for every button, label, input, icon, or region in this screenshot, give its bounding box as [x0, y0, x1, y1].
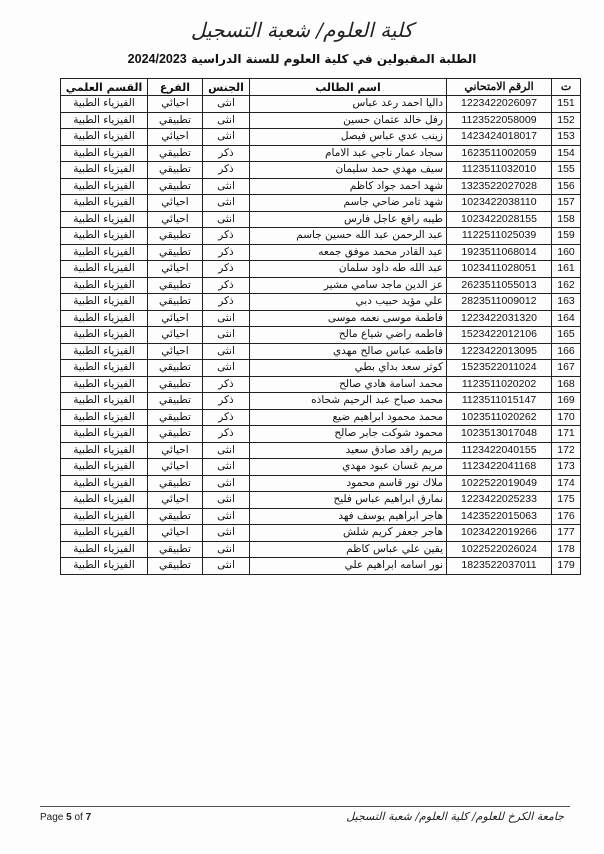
cell-student-name: رفل خالد عثمان حسين [250, 112, 447, 129]
table-body [61, 96, 581, 575]
cell-gender: انثى [203, 442, 250, 459]
table-row [61, 211, 581, 228]
cell-exam-number: 1022522019049 [447, 475, 552, 492]
cell-exam-number: 1023511020262 [447, 409, 552, 426]
cell-index: 153 [552, 129, 581, 146]
cell-department: الفيزياء الطبية [61, 294, 148, 311]
cell-exam-number: 1123422040155 [447, 442, 552, 459]
table-row [61, 459, 581, 476]
cell-branch: تطبيقي [148, 376, 203, 393]
students-table [60, 78, 581, 575]
table-row [61, 409, 581, 426]
cell-department: الفيزياء الطبية [61, 112, 148, 129]
cell-branch: تطبيقي [148, 426, 203, 443]
table-header-row [61, 79, 581, 96]
table-row [61, 442, 581, 459]
cell-gender: انثى [203, 558, 250, 575]
table-row [61, 178, 581, 195]
page-of: of [74, 812, 83, 823]
cell-exam-number: 1022522026024 [447, 541, 552, 558]
cell-gender: انثى [203, 310, 250, 327]
table-row [61, 475, 581, 492]
cell-branch: احيائي [148, 129, 203, 146]
cell-department: الفيزياء الطبية [61, 475, 148, 492]
table-row [61, 525, 581, 542]
cell-branch: تطبيقي [148, 558, 203, 575]
cell-department: الفيزياء الطبية [61, 211, 148, 228]
cell-branch: تطبيقي [148, 162, 203, 179]
cell-exam-number: 1123511015147 [447, 393, 552, 410]
cell-student-name: داليا احمد رعد عباس [250, 96, 447, 113]
cell-exam-number: 1123422041168 [447, 459, 552, 476]
cell-student-name: سيف مهدي حمد سليمان [250, 162, 447, 179]
cell-exam-number: 1123511020202 [447, 376, 552, 393]
cell-branch: احيائي [148, 310, 203, 327]
cell-gender: ذكر [203, 145, 250, 162]
table-row [61, 294, 581, 311]
cell-gender: ذكر [203, 426, 250, 443]
table-row [61, 310, 581, 327]
cell-branch: تطبيقي [148, 409, 203, 426]
cell-index: 166 [552, 343, 581, 360]
cell-student-name: محمد اسامة هادي صالح [250, 376, 447, 393]
cell-index: 157 [552, 195, 581, 212]
cell-student-name: عبد القادر محمد موفق جمعه [250, 244, 447, 261]
cell-index: 162 [552, 277, 581, 294]
cell-student-name: عبد الرحمن عبد الله حسين جاسم [250, 228, 447, 245]
cell-department: الفيزياء الطبية [61, 195, 148, 212]
cell-gender: ذكر [203, 376, 250, 393]
cell-branch: احيائي [148, 343, 203, 360]
cell-student-name: نمارق ابراهيم عباس فليح [250, 492, 447, 509]
cell-index: 163 [552, 294, 581, 311]
cell-exam-number: 1223422013095 [447, 343, 552, 360]
header-student-name: اسم الطالب [250, 79, 447, 96]
cell-branch: تطبيقي [148, 360, 203, 377]
page-total: 7 [85, 812, 92, 823]
cell-gender: ذكر [203, 294, 250, 311]
cell-index: 160 [552, 244, 581, 261]
cell-branch: تطبيقي [148, 508, 203, 525]
cell-department: الفيزياء الطبية [61, 541, 148, 558]
cell-student-name: محمد صباح عبد الرحيم شحاذه [250, 393, 447, 410]
page-word: Page [40, 812, 64, 823]
cell-exam-number: 1023422019266 [447, 525, 552, 542]
cell-exam-number: 2823511009012 [447, 294, 552, 311]
header-department: القسم العلمي [61, 79, 148, 96]
cell-gender: انثى [203, 525, 250, 542]
cell-exam-number: 1023513017048 [447, 426, 552, 443]
cell-gender: انثى [203, 327, 250, 344]
footer-handwritten-note: جامعة الكرخ للعلوم/ كلية العلوم/ شعبة التسجيل [346, 810, 564, 823]
cell-branch: تطبيقي [148, 244, 203, 261]
cell-branch: احيائي [148, 525, 203, 542]
cell-index: 177 [552, 525, 581, 542]
cell-department: الفيزياء الطبية [61, 261, 148, 278]
cell-student-name: شهد ثامر ضاحي جاسم [250, 195, 447, 212]
table-row [61, 426, 581, 443]
cell-branch: احيائي [148, 96, 203, 113]
table-row [61, 393, 581, 410]
table-row [61, 558, 581, 575]
cell-branch: احيائي [148, 459, 203, 476]
cell-gender: انثى [203, 129, 250, 146]
cell-index: 169 [552, 393, 581, 410]
cell-index: 170 [552, 409, 581, 426]
cell-gender: انثى [203, 459, 250, 476]
table-row [61, 277, 581, 294]
cell-department: الفيزياء الطبية [61, 129, 148, 146]
cell-department: الفيزياء الطبية [61, 558, 148, 575]
cell-student-name: نور اسامه ابراهيم علي [250, 558, 447, 575]
cell-student-name: محمود شوكت جابر صالح [250, 426, 447, 443]
cell-student-name: عبد الله طه داود سلمان [250, 261, 447, 278]
cell-department: الفيزياء الطبية [61, 442, 148, 459]
cell-gender: انثى [203, 475, 250, 492]
cell-department: الفيزياء الطبية [61, 178, 148, 195]
cell-department: الفيزياء الطبية [61, 162, 148, 179]
cell-gender: ذكر [203, 409, 250, 426]
cell-student-name: شهد احمد جواد كاظم [250, 178, 447, 195]
cell-branch: تطبيقي [148, 393, 203, 410]
cell-student-name: هاجر جعفر كريم شلش [250, 525, 447, 542]
cell-exam-number: 2623511055013 [447, 277, 552, 294]
cell-gender: انثى [203, 541, 250, 558]
cell-branch: تطبيقي [148, 475, 203, 492]
cell-gender: ذكر [203, 228, 250, 245]
cell-exam-number: 1023422038110 [447, 195, 552, 212]
cell-department: الفيزياء الطبية [61, 426, 148, 443]
cell-gender: انثى [203, 178, 250, 195]
cell-department: الفيزياء الطبية [61, 277, 148, 294]
cell-student-name: علي مؤيد حبيب دبي [250, 294, 447, 311]
table-row [61, 492, 581, 509]
page-number [40, 812, 91, 823]
cell-gender: انثى [203, 360, 250, 377]
table-row [61, 244, 581, 261]
cell-exam-number: 1523422012106 [447, 327, 552, 344]
cell-branch: تطبيقي [148, 228, 203, 245]
cell-index: 174 [552, 475, 581, 492]
cell-index: 154 [552, 145, 581, 162]
cell-student-name: ملاك نور قاسم محمود [250, 475, 447, 492]
cell-gender: ذكر [203, 162, 250, 179]
cell-exam-number: 1223422026097 [447, 96, 552, 113]
cell-student-name: عز الدين ماجد سامي مشير [250, 277, 447, 294]
cell-index: 173 [552, 459, 581, 476]
cell-department: الفيزياء الطبية [61, 96, 148, 113]
cell-index: 176 [552, 508, 581, 525]
cell-branch: احيائي [148, 195, 203, 212]
cell-department: الفيزياء الطبية [61, 525, 148, 542]
cell-gender: ذكر [203, 244, 250, 261]
cell-department: الفيزياء الطبية [61, 393, 148, 410]
cell-exam-number: 1823522037011 [447, 558, 552, 575]
cell-department: الفيزياء الطبية [61, 343, 148, 360]
cell-exam-number: 1223422025233 [447, 492, 552, 509]
cell-exam-number: 1623511002059 [447, 145, 552, 162]
cell-index: 159 [552, 228, 581, 245]
table-row [61, 112, 581, 129]
cell-gender: انثى [203, 343, 250, 360]
cell-student-name: كوثر سعد بداي بطي [250, 360, 447, 377]
cell-exam-number: 1923511068014 [447, 244, 552, 261]
cell-index: 165 [552, 327, 581, 344]
table-row [61, 129, 581, 146]
cell-index: 152 [552, 112, 581, 129]
table-row [61, 261, 581, 278]
cell-department: الفيزياء الطبية [61, 508, 148, 525]
cell-student-name: فاطمة موسى نعمه موسى [250, 310, 447, 327]
cell-exam-number: 1023422028155 [447, 211, 552, 228]
table-row [61, 195, 581, 212]
cell-branch: تطبيقي [148, 541, 203, 558]
header-index: ت [552, 79, 581, 96]
cell-department: الفيزياء الطبية [61, 310, 148, 327]
cell-index: 155 [552, 162, 581, 179]
cell-gender: ذكر [203, 261, 250, 278]
cell-branch: تطبيقي [148, 277, 203, 294]
table-row [61, 376, 581, 393]
cell-exam-number: 1122511025039 [447, 228, 552, 245]
cell-index: 151 [552, 96, 581, 113]
cell-department: الفيزياء الطبية [61, 409, 148, 426]
cell-student-name: مريم رافد صادق سعيد [250, 442, 447, 459]
cell-department: الفيزياء الطبية [61, 459, 148, 476]
cell-student-name: فاطمه عباس صالح مهدي [250, 343, 447, 360]
cell-exam-number: 1023411028051 [447, 261, 552, 278]
cell-index: 156 [552, 178, 581, 195]
cell-student-name: فاطمه راضي شياع مالح [250, 327, 447, 344]
cell-branch: احيائي [148, 492, 203, 509]
cell-student-name: زينب عدي عباس فيصل [250, 129, 447, 146]
cell-student-name: سجاد عمار ناجي عبد الامام [250, 145, 447, 162]
cell-department: الفيزياء الطبية [61, 228, 148, 245]
header-branch: الفرع [148, 79, 203, 96]
cell-branch: تطبيقي [148, 178, 203, 195]
cell-gender: انثى [203, 492, 250, 509]
cell-index: 164 [552, 310, 581, 327]
table-row [61, 228, 581, 245]
title-year: 2024/2023 [127, 52, 187, 66]
cell-department: الفيزياء الطبية [61, 492, 148, 509]
cell-department: الفيزياء الطبية [61, 376, 148, 393]
cell-gender: انثى [203, 211, 250, 228]
cell-department: الفيزياء الطبية [61, 327, 148, 344]
cell-index: 178 [552, 541, 581, 558]
cell-gender: ذكر [203, 277, 250, 294]
table-row [61, 360, 581, 377]
cell-branch: احيائي [148, 442, 203, 459]
cell-gender: انثى [203, 508, 250, 525]
handwritten-header: كلية العلوم/ شعبة التسجيل [190, 18, 414, 42]
table-row [61, 327, 581, 344]
cell-exam-number: 1423424018017 [447, 129, 552, 146]
title-text: الطلبة المقبولين في كلية العلوم للسنة الدراسية [190, 52, 477, 66]
cell-exam-number: 1223422031320 [447, 310, 552, 327]
cell-index: 175 [552, 492, 581, 509]
document-title [0, 52, 604, 66]
cell-gender: انثى [203, 112, 250, 129]
cell-exam-number: 1523522011024 [447, 360, 552, 377]
cell-index: 167 [552, 360, 581, 377]
cell-branch: تطبيقي [148, 112, 203, 129]
cell-index: 158 [552, 211, 581, 228]
cell-department: الفيزياء الطبية [61, 244, 148, 261]
table-row [61, 508, 581, 525]
cell-student-name: محمد محمود ابراهيم ضيع [250, 409, 447, 426]
cell-gender: انثى [203, 96, 250, 113]
cell-exam-number: 1123522058009 [447, 112, 552, 129]
cell-gender: ذكر [203, 393, 250, 410]
cell-student-name: مريم غسان عبود مهدي [250, 459, 447, 476]
header-exam-number: الرقم الامتحاني [447, 79, 552, 96]
cell-gender: انثى [203, 195, 250, 212]
cell-exam-number: 1123511032010 [447, 162, 552, 179]
cell-branch: تطبيقي [148, 145, 203, 162]
table-row [61, 162, 581, 179]
cell-student-name: طيبه رافع عاجل فارس [250, 211, 447, 228]
cell-department: الفيزياء الطبية [61, 360, 148, 377]
cell-branch: تطبيقي [148, 294, 203, 311]
table-row [61, 145, 581, 162]
cell-index: 161 [552, 261, 581, 278]
cell-index: 168 [552, 376, 581, 393]
cell-branch: احيائي [148, 327, 203, 344]
table-row [61, 541, 581, 558]
cell-student-name: هاجر ابراهيم يوسف فهد [250, 508, 447, 525]
cell-index: 172 [552, 442, 581, 459]
table-row [61, 343, 581, 360]
cell-student-name: يقين علي عباس كاظم [250, 541, 447, 558]
cell-exam-number: 1423522015063 [447, 508, 552, 525]
header-gender: الجنس [203, 79, 250, 96]
cell-index: 171 [552, 426, 581, 443]
cell-branch: احيائي [148, 211, 203, 228]
footer-divider [40, 806, 570, 807]
cell-branch: احيائي [148, 261, 203, 278]
table-row [61, 96, 581, 113]
page-current: 5 [66, 812, 72, 823]
cell-department: الفيزياء الطبية [61, 145, 148, 162]
cell-index: 179 [552, 558, 581, 575]
cell-exam-number: 1323522027028 [447, 178, 552, 195]
